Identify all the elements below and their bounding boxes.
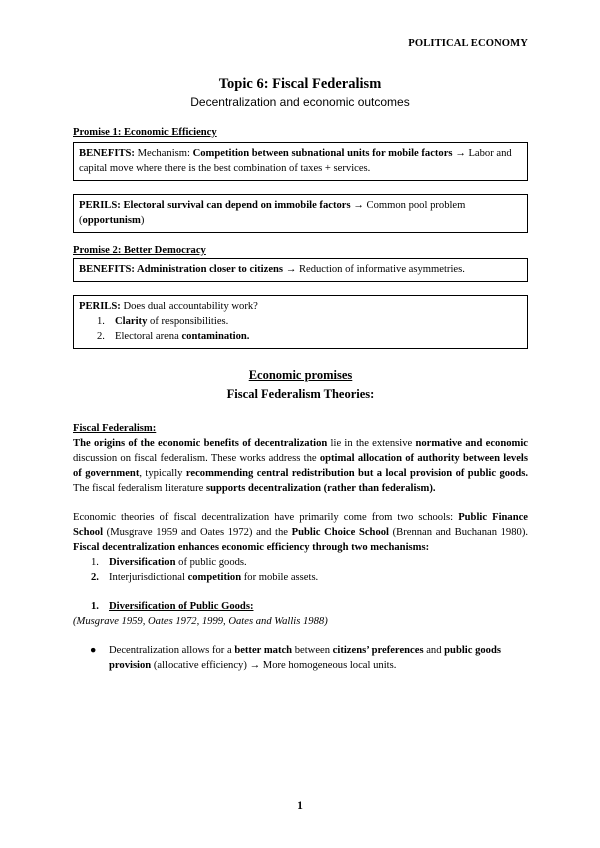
text: lie in the extensive bbox=[327, 437, 416, 449]
list-bold: competition bbox=[187, 572, 242, 584]
promise1-perils-box bbox=[73, 194, 528, 233]
bullet-icon: ● bbox=[90, 645, 97, 657]
section-title-text: Economic promises bbox=[248, 368, 353, 383]
promise2-perils-box bbox=[73, 295, 528, 349]
perils-bold: Electoral survival can depend on immobile factors bbox=[120, 200, 351, 212]
perils-text: Does dual accountability work? bbox=[120, 301, 258, 313]
text-bold: Fiscal decentralization enhances economic efficiency through two mechanisms: bbox=[73, 542, 430, 554]
list-text: of responsibilities. bbox=[147, 316, 229, 328]
text: discussion on fiscal federalism. These works address the bbox=[73, 452, 320, 464]
list-bold: Clarity bbox=[115, 316, 148, 328]
benefits-bold: Administration closer to citizens bbox=[134, 264, 284, 276]
heading-number: 1. bbox=[91, 601, 99, 613]
text: (Brennan and Buchanan 1980). bbox=[388, 527, 528, 538]
text-bold: supports decentralization (rather than federalism). bbox=[205, 482, 436, 494]
benefits-text: Mechanism: bbox=[134, 148, 193, 160]
list-item bbox=[97, 314, 521, 329]
text: Economic theories of fiscal decentralization have primarily come from two schools: bbox=[73, 511, 459, 523]
text: between bbox=[292, 645, 333, 657]
benefits-label: BENEFITS: bbox=[79, 148, 135, 160]
perils-list bbox=[79, 314, 521, 344]
main-content bbox=[73, 125, 528, 673]
text: , typically bbox=[139, 467, 186, 479]
text-bold: optimal allocation of authority between levels of government bbox=[73, 452, 528, 479]
text-bold: normative and economic bbox=[415, 437, 528, 449]
list-item bbox=[91, 570, 528, 585]
list-item bbox=[97, 329, 521, 344]
text-bold: Public Choice School bbox=[291, 527, 389, 538]
promise2-benefits-box bbox=[73, 258, 528, 282]
section-title-economic-promises bbox=[73, 367, 528, 385]
list-text: for mobile assets. bbox=[241, 572, 319, 584]
ff-heading: Fiscal Federalism: bbox=[73, 422, 157, 434]
page-subtitle: Decentralization and economic outcomes bbox=[190, 95, 410, 109]
list-bold: contamination. bbox=[181, 331, 250, 343]
text: and bbox=[423, 645, 445, 657]
text: Decentralization allows for a bbox=[109, 645, 235, 657]
text-bold: public goods provision bbox=[109, 645, 501, 672]
perils-end: ) bbox=[140, 215, 145, 227]
benefits-rest: Labor and capital move where there is the best combination of taxes + services. bbox=[79, 148, 512, 175]
list-text: Interjurisdictional bbox=[109, 572, 188, 584]
text-bold: Public Finance School bbox=[73, 511, 528, 538]
list-text: of public goods. bbox=[175, 557, 247, 569]
benefits-label: BENEFITS: bbox=[79, 264, 135, 276]
list-item bbox=[91, 555, 528, 570]
running-header: POLITICAL ECONOMY bbox=[408, 38, 528, 49]
text-bold: better match bbox=[234, 645, 293, 657]
promise1-heading: Promise 1: Economic Efficiency bbox=[73, 127, 217, 138]
perils-label: PERILS: bbox=[79, 301, 121, 313]
list-number: 2. bbox=[91, 572, 99, 584]
ff-paragraph-2 bbox=[73, 510, 528, 555]
page-number: 1 bbox=[297, 800, 303, 812]
list-number: 1. bbox=[97, 316, 105, 328]
diversification-heading bbox=[73, 599, 528, 614]
list-number: 2. bbox=[97, 331, 105, 343]
promise1-benefits-box bbox=[73, 142, 528, 181]
text-bold: The origins of the economic benefits of decentralization bbox=[73, 437, 328, 449]
list-bold: Diversification bbox=[109, 557, 176, 569]
perils-bold2: opportunism bbox=[82, 215, 141, 227]
benefits-rest: → Reduction of informative asymmetries. bbox=[283, 264, 465, 276]
text-bold: recommending central redistribution but a local provision of public goods. bbox=[185, 467, 529, 479]
section-title-theories: Fiscal Federalism Theories: bbox=[226, 387, 375, 402]
text: The fiscal federalism literature bbox=[73, 482, 206, 494]
text-bold: citizens’ preferences bbox=[332, 645, 424, 657]
perils-text: → Common pool problem ( bbox=[79, 200, 466, 227]
heading-text: Diversification of Public Goods: bbox=[109, 601, 254, 613]
mechanisms-list bbox=[73, 555, 528, 585]
diversification-bullet bbox=[73, 643, 528, 673]
promise2-heading: Promise 2: Better Democracy bbox=[73, 245, 206, 257]
list-number: 1. bbox=[91, 557, 99, 569]
diversification-refs: (Musgrave 1959, Oates 1972, 1999, Oates and Wallis 1988) bbox=[73, 616, 328, 628]
list-text: Electoral arena bbox=[115, 331, 182, 343]
text: (Musgrave 1959 and Oates 1972) and the bbox=[103, 527, 292, 538]
ff-paragraph-1 bbox=[73, 436, 528, 496]
text: (allocative efficiency) → More homogeneous local units. bbox=[151, 660, 397, 672]
benefits-bold: Competition between subnational units for mobile factors → bbox=[192, 148, 466, 160]
perils-label: PERILS: bbox=[79, 200, 121, 212]
page-title: Topic 6: Fiscal Federalism bbox=[218, 76, 382, 92]
